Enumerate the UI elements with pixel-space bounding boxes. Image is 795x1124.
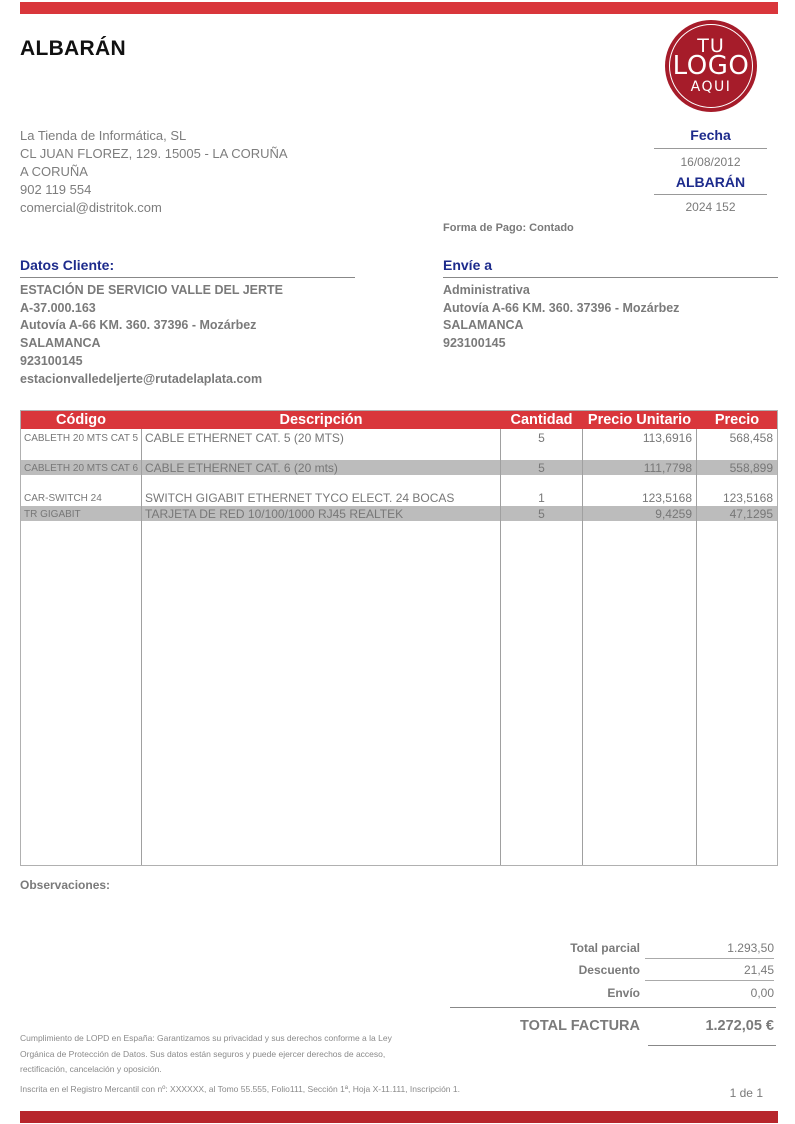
shipping-divider [443, 277, 778, 278]
registry-info: Inscrita en el Registro Mercantil con nº: XXXXXX, al Tomo 55.555, Folio111, Sección 1ª, Hoja X-11.111, Inscripción 1. [20, 1084, 460, 1094]
client-name: ESTACIÓN DE SERVICIO VALLE DEL JERTE [20, 283, 284, 297]
row-quantity: 5 [538, 431, 545, 445]
client-email: estacionvalledeljerte@rutadelaplata.com [20, 371, 263, 386]
company-address-line-2: A CORUÑA [20, 164, 88, 179]
payment-method: Forma de Pago: Contado [443, 222, 574, 234]
client-details [20, 282, 283, 388]
grand-total-value: 1.272,05 € [705, 1018, 774, 1034]
table-row [21, 506, 777, 521]
company-name: La Tienda de Informática, SL [20, 128, 187, 143]
shipping-details [443, 282, 679, 353]
shipping-cost-label: Envío [607, 986, 640, 1000]
legal-notice: Cumplimiento de LOPD en España: Garantizamos su privacidad y sus derechos conforme a la Ley Orgánica de Protección de Datos. Sus datos están seguros y puede ejercer derechos de acceso, rectificación, cancelación y oposición. [20, 1033, 392, 1074]
row-quantity: 5 [538, 461, 545, 475]
row-code: CABLETH 20 MTS CAT 5 [24, 433, 139, 444]
shipping-city: SALAMANCA [443, 318, 524, 333]
shipping-section-title: Envíe a [443, 257, 493, 273]
client-address: Autovía A-66 KM. 360. 37396 - Mozárbez [20, 318, 257, 333]
subtotal-divider [645, 958, 774, 959]
table-row [21, 460, 777, 490]
discount-divider [645, 980, 774, 981]
client-divider [20, 277, 355, 278]
row-unit-price: 123,5168 [641, 491, 692, 505]
header-unit-price: Precio Unitario [587, 412, 692, 428]
shipping-name: Administrativa [443, 283, 530, 297]
shipping-cost-value: 0,00 [750, 986, 774, 1000]
row-price: 568,458 [729, 431, 773, 445]
header-quantity: Cantidad [510, 412, 573, 428]
subtotal-label: Total parcial [570, 941, 640, 955]
header-price: Precio [714, 412, 760, 428]
row-description: CABLE ETHERNET CAT. 6 (20 mts) [145, 461, 338, 475]
document-number-label: ALBARÁN [675, 174, 746, 190]
row-description: SWITCH GIGABIT ETHERNET TYCO ELECT. 24 BOCAS [145, 491, 455, 505]
header-description: Descripción [279, 412, 363, 428]
totals-divider [450, 1007, 776, 1008]
row-price: 558,899 [729, 461, 773, 475]
number-divider [654, 194, 767, 195]
company-address-line-1: CL JUAN FLOREZ, 129. 15005 - LA CORUÑA [20, 146, 288, 161]
date-label: Fecha [690, 127, 731, 143]
discount-label: Descuento [578, 963, 640, 977]
logo-line-1: TU [697, 35, 725, 57]
client-phone: 923100145 [20, 353, 83, 368]
row-price: 47,1295 [729, 507, 773, 521]
row-price: 123,5168 [722, 491, 773, 505]
table-row [21, 490, 777, 506]
row-description: CABLE ETHERNET CAT. 5 (20 MTS) [145, 431, 344, 445]
observations-label: Observaciones: [20, 878, 111, 892]
discount-value: 21,45 [743, 963, 774, 977]
date-divider [654, 148, 767, 149]
row-quantity: 5 [538, 507, 545, 521]
company-phone: 902 119 554 [20, 182, 92, 197]
table-row [21, 430, 777, 460]
grand-total-label: TOTAL FACTURA [519, 1018, 640, 1034]
shipping-phone: 923100145 [443, 336, 506, 351]
subtotal-value: 1.293,50 [727, 941, 774, 955]
row-code: CABLETH 20 MTS CAT 6 [24, 463, 139, 474]
logo-line-2: LOGO [672, 51, 750, 81]
row-code: TR GIGABIT [24, 509, 81, 520]
row-unit-price: 111,7798 [643, 461, 692, 475]
shipping-address: Autovía A-66 KM. 360. 37396 - Mozárbez [443, 300, 680, 315]
company-info [20, 127, 288, 217]
row-description: TARJETA DE RED 10/100/1000 RJ45 REALTEK [145, 507, 404, 521]
row-code: CAR-SWITCH 24 [24, 493, 102, 504]
document-title: ALBARÁN [20, 37, 126, 60]
date-value: 16/08/2012 [680, 155, 741, 169]
table-header [21, 411, 777, 429]
company-email: comercial@distritok.com [20, 200, 162, 215]
row-quantity: 1 [538, 491, 545, 505]
items-table [20, 410, 778, 866]
company-logo [665, 20, 757, 112]
client-section-title: Datos Cliente: [20, 257, 115, 273]
row-unit-price: 113,6916 [642, 431, 692, 445]
top-accent-bar [20, 2, 778, 14]
grand-total-underline [648, 1045, 776, 1046]
header-code: Código [56, 412, 106, 428]
bottom-accent-bar [20, 1111, 778, 1123]
page-indicator: 1 de 1 [729, 1086, 763, 1100]
row-unit-price: 9,4259 [655, 507, 692, 521]
logo-line-3: AQUI [690, 79, 732, 95]
client-city: SALAMANCA [20, 336, 101, 351]
document-number-value: 2024 152 [685, 200, 736, 214]
client-tax-id: A-37.000.163 [20, 300, 96, 315]
